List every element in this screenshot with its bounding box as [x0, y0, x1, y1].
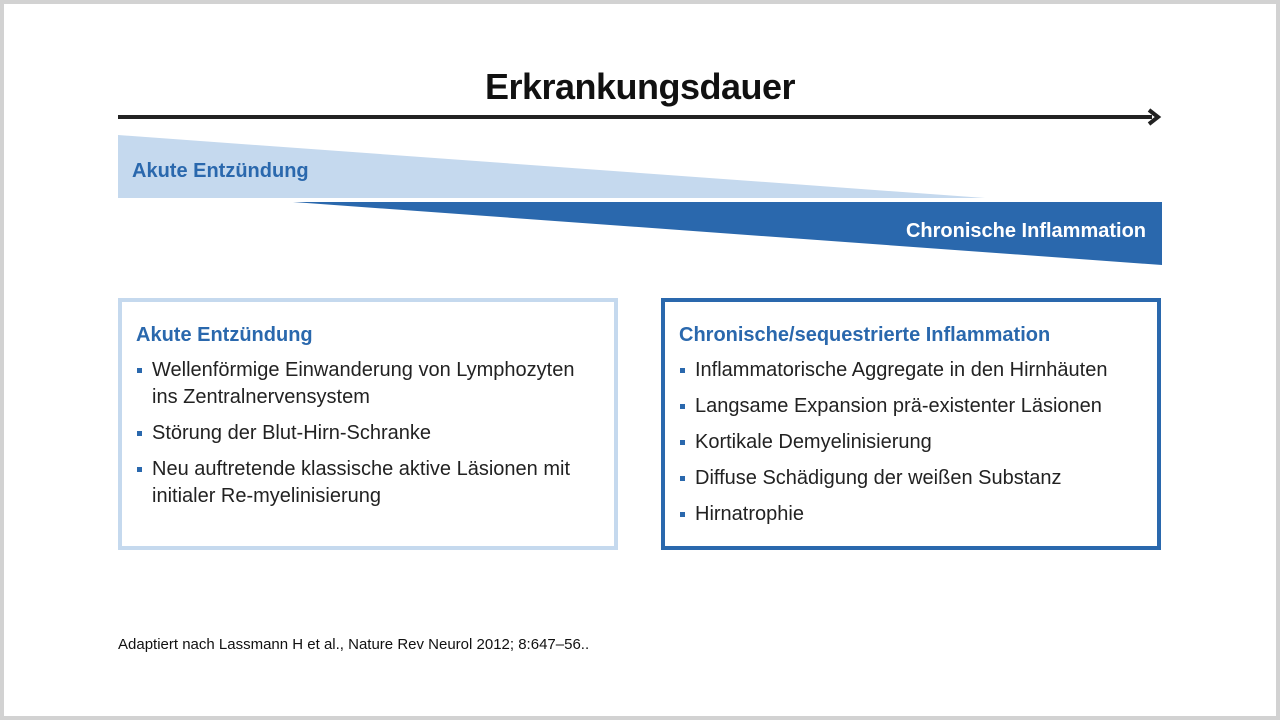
bullet-icon [137, 368, 142, 373]
chronic-box-heading: Chronische/sequestrierte Inflammation [679, 324, 1051, 346]
source-citation: Adaptiert nach Lassmann H et al., Nature Rev Neurol 2012; 8:647–56.. [118, 636, 590, 653]
list-item: Hirnatrophie [679, 501, 1143, 528]
list-item: Wellenförmige Einwanderung von Lymphozyten ins Zentralnervensystem [136, 357, 600, 411]
slide-title: Erkrankungsdauer [484, 66, 796, 107]
acute-box-heading: Akute Entzündung [136, 324, 313, 346]
list-item: Störung der Blut-Hirn-Schranke [136, 420, 600, 447]
acute-wedge-label: Akute Entzündung [132, 160, 309, 182]
list-item: Neu auftretende klassische aktive Läsionen mit initialer Re-myelinisierung [136, 456, 600, 510]
bullet-icon [680, 440, 685, 445]
bullet-icon [680, 404, 685, 409]
bullet-icon [680, 476, 685, 481]
acute-box [118, 298, 618, 550]
list-item: Langsame Expansion prä-existenter Läsionen [679, 393, 1143, 420]
chronic-box-list [679, 357, 1143, 528]
list-item: Diffuse Schädigung der weißen Substanz [679, 465, 1143, 492]
list-item: Kortikale Demyelinisierung [679, 429, 1143, 456]
bullet-icon [680, 368, 685, 373]
acute-box-list [136, 357, 600, 510]
bullet-icon [137, 431, 142, 436]
list-item: Inflammatorische Aggregate in den Hirnhäuten [679, 357, 1143, 384]
bullet-icon [137, 467, 142, 472]
chronic-box [661, 298, 1161, 550]
timeline-graphic [0, 0, 1280, 300]
chronic-wedge-label: Chronische Inflammation [905, 220, 1146, 242]
bullet-icon [680, 512, 685, 517]
